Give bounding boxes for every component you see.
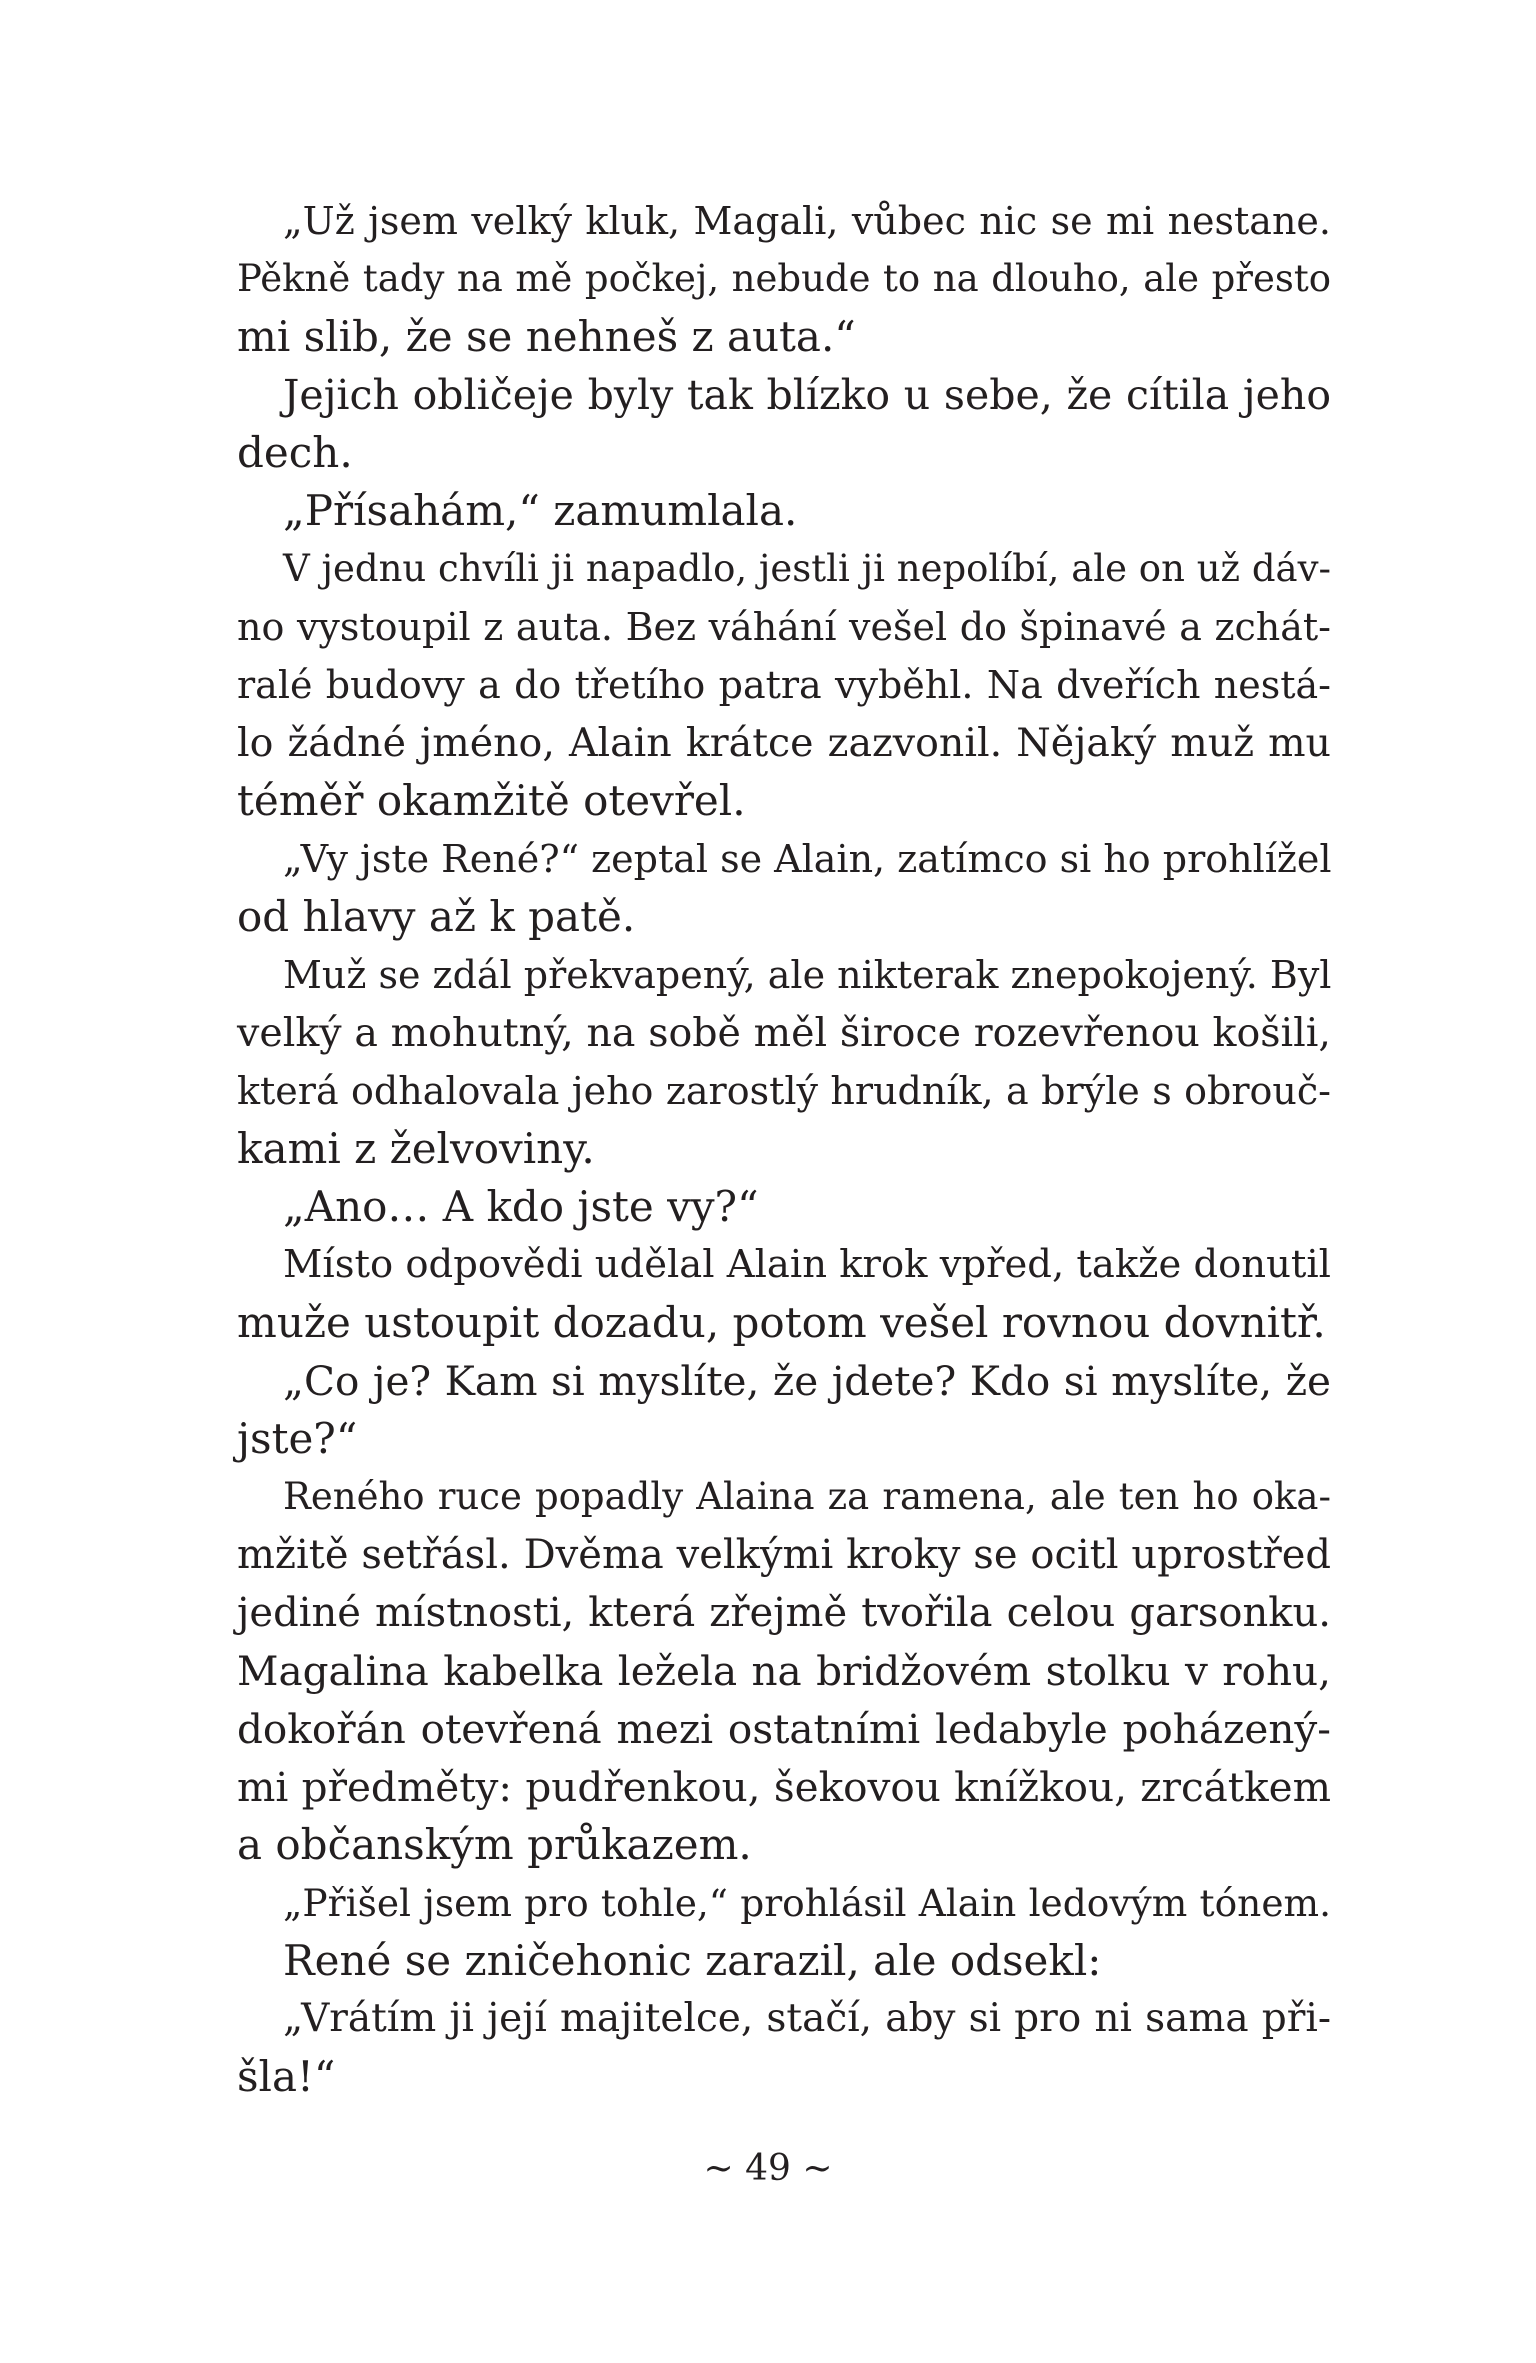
text-line: Magalina kabelka ležela na bridžovém stolku v rohu, (237, 1647, 1331, 1695)
text-line: a občanským průkazem. (237, 1820, 752, 1869)
text-line: Jejich obličeje byly tak blízko u sebe, že cítila jeho (283, 371, 1331, 419)
text-line: Reného ruce popadly Alaina za ramena, ale ten ho oka- (283, 1475, 1331, 1518)
text-line: od hlavy až k patě. (237, 892, 636, 941)
text-line: „Už jsem velký kluk, Magali, vůbec nic se mi nestane. (283, 199, 1331, 243)
text-line: jste?“ (237, 1414, 358, 1463)
text-line: mi slib, že se nehneš z auta.“ (237, 312, 856, 361)
text-line: „Co je? Kam si myslíte, že jdete? Kdo si myslíte, že (283, 1357, 1331, 1405)
text-line: mžitě setřásl. Dvěma velkými kroky se ocitl uprostřed (237, 1532, 1331, 1578)
text-line: ralé budovy a do třetího patra vyběhl. Na dveřích nestá- (237, 663, 1331, 707)
text-line: kami z želvoviny. (237, 1124, 595, 1173)
text-line: Místo odpovědi udělal Alain krok vpřed, takže donutil (283, 1242, 1331, 1287)
text-line: velký a mohutný, na sobě měl široce rozevřenou košili, (237, 1010, 1331, 1056)
text-line: šla!“ (237, 2052, 336, 2101)
text-line: V jednu chvíli ji napadlo, jestli ji nepolíbí, ale on už dáv- (283, 547, 1331, 590)
text-line: muže ustoupit dozadu, potom vešel rovnou dovnitř. (237, 1298, 1326, 1347)
text-line: lo žádné jméno, Alain krátce zazvonil. Nějaký muž mu (237, 720, 1331, 766)
text-line: dokořán otevřená mezi ostatními ledabyle poházený- (237, 1705, 1331, 1753)
page-number: ~ 49 ~ (703, 2148, 833, 2189)
text-line: René se zničehonic zarazil, ale odsekl: (283, 1936, 1102, 1985)
text-line: téměř okamžitě otevřel. (237, 776, 746, 825)
text-line: Pěkně tady na mě počkej, nebude to na dlouho, ale přesto (237, 257, 1331, 300)
text-line: no vystoupil z auta. Bez váhání vešel do špinavé a zchát- (237, 605, 1331, 649)
text-line: jediné místnosti, která zřejmě tvořila celou garsonku. (237, 1590, 1331, 1636)
text-line: „Ano… A kdo jste vy?“ (283, 1182, 759, 1231)
text-line: „Vy jste René?“ zeptal se Alain, zatímco si ho prohlížel (283, 837, 1332, 881)
text-line: dech. (237, 428, 353, 477)
text-line: která odhalovala jeho zarostlý hrudník, a brýle s obrouč- (237, 1069, 1331, 1113)
text-line: mi předměty: pudřenkou, šekovou knížkou, zrcátkem (237, 1763, 1331, 1811)
text-line: „Přišel jsem pro tohle,“ prohlásil Alain ledovým tónem. (283, 1881, 1331, 1925)
text-line: Muž se zdál překvapený, ale nikterak znepokojený. Byl (283, 953, 1332, 997)
text-line: „Vrátím ji její majitelce, stačí, aby si pro ni sama při- (283, 1996, 1331, 2041)
text-line: „Přísahám,“ zamumlala. (283, 486, 798, 535)
